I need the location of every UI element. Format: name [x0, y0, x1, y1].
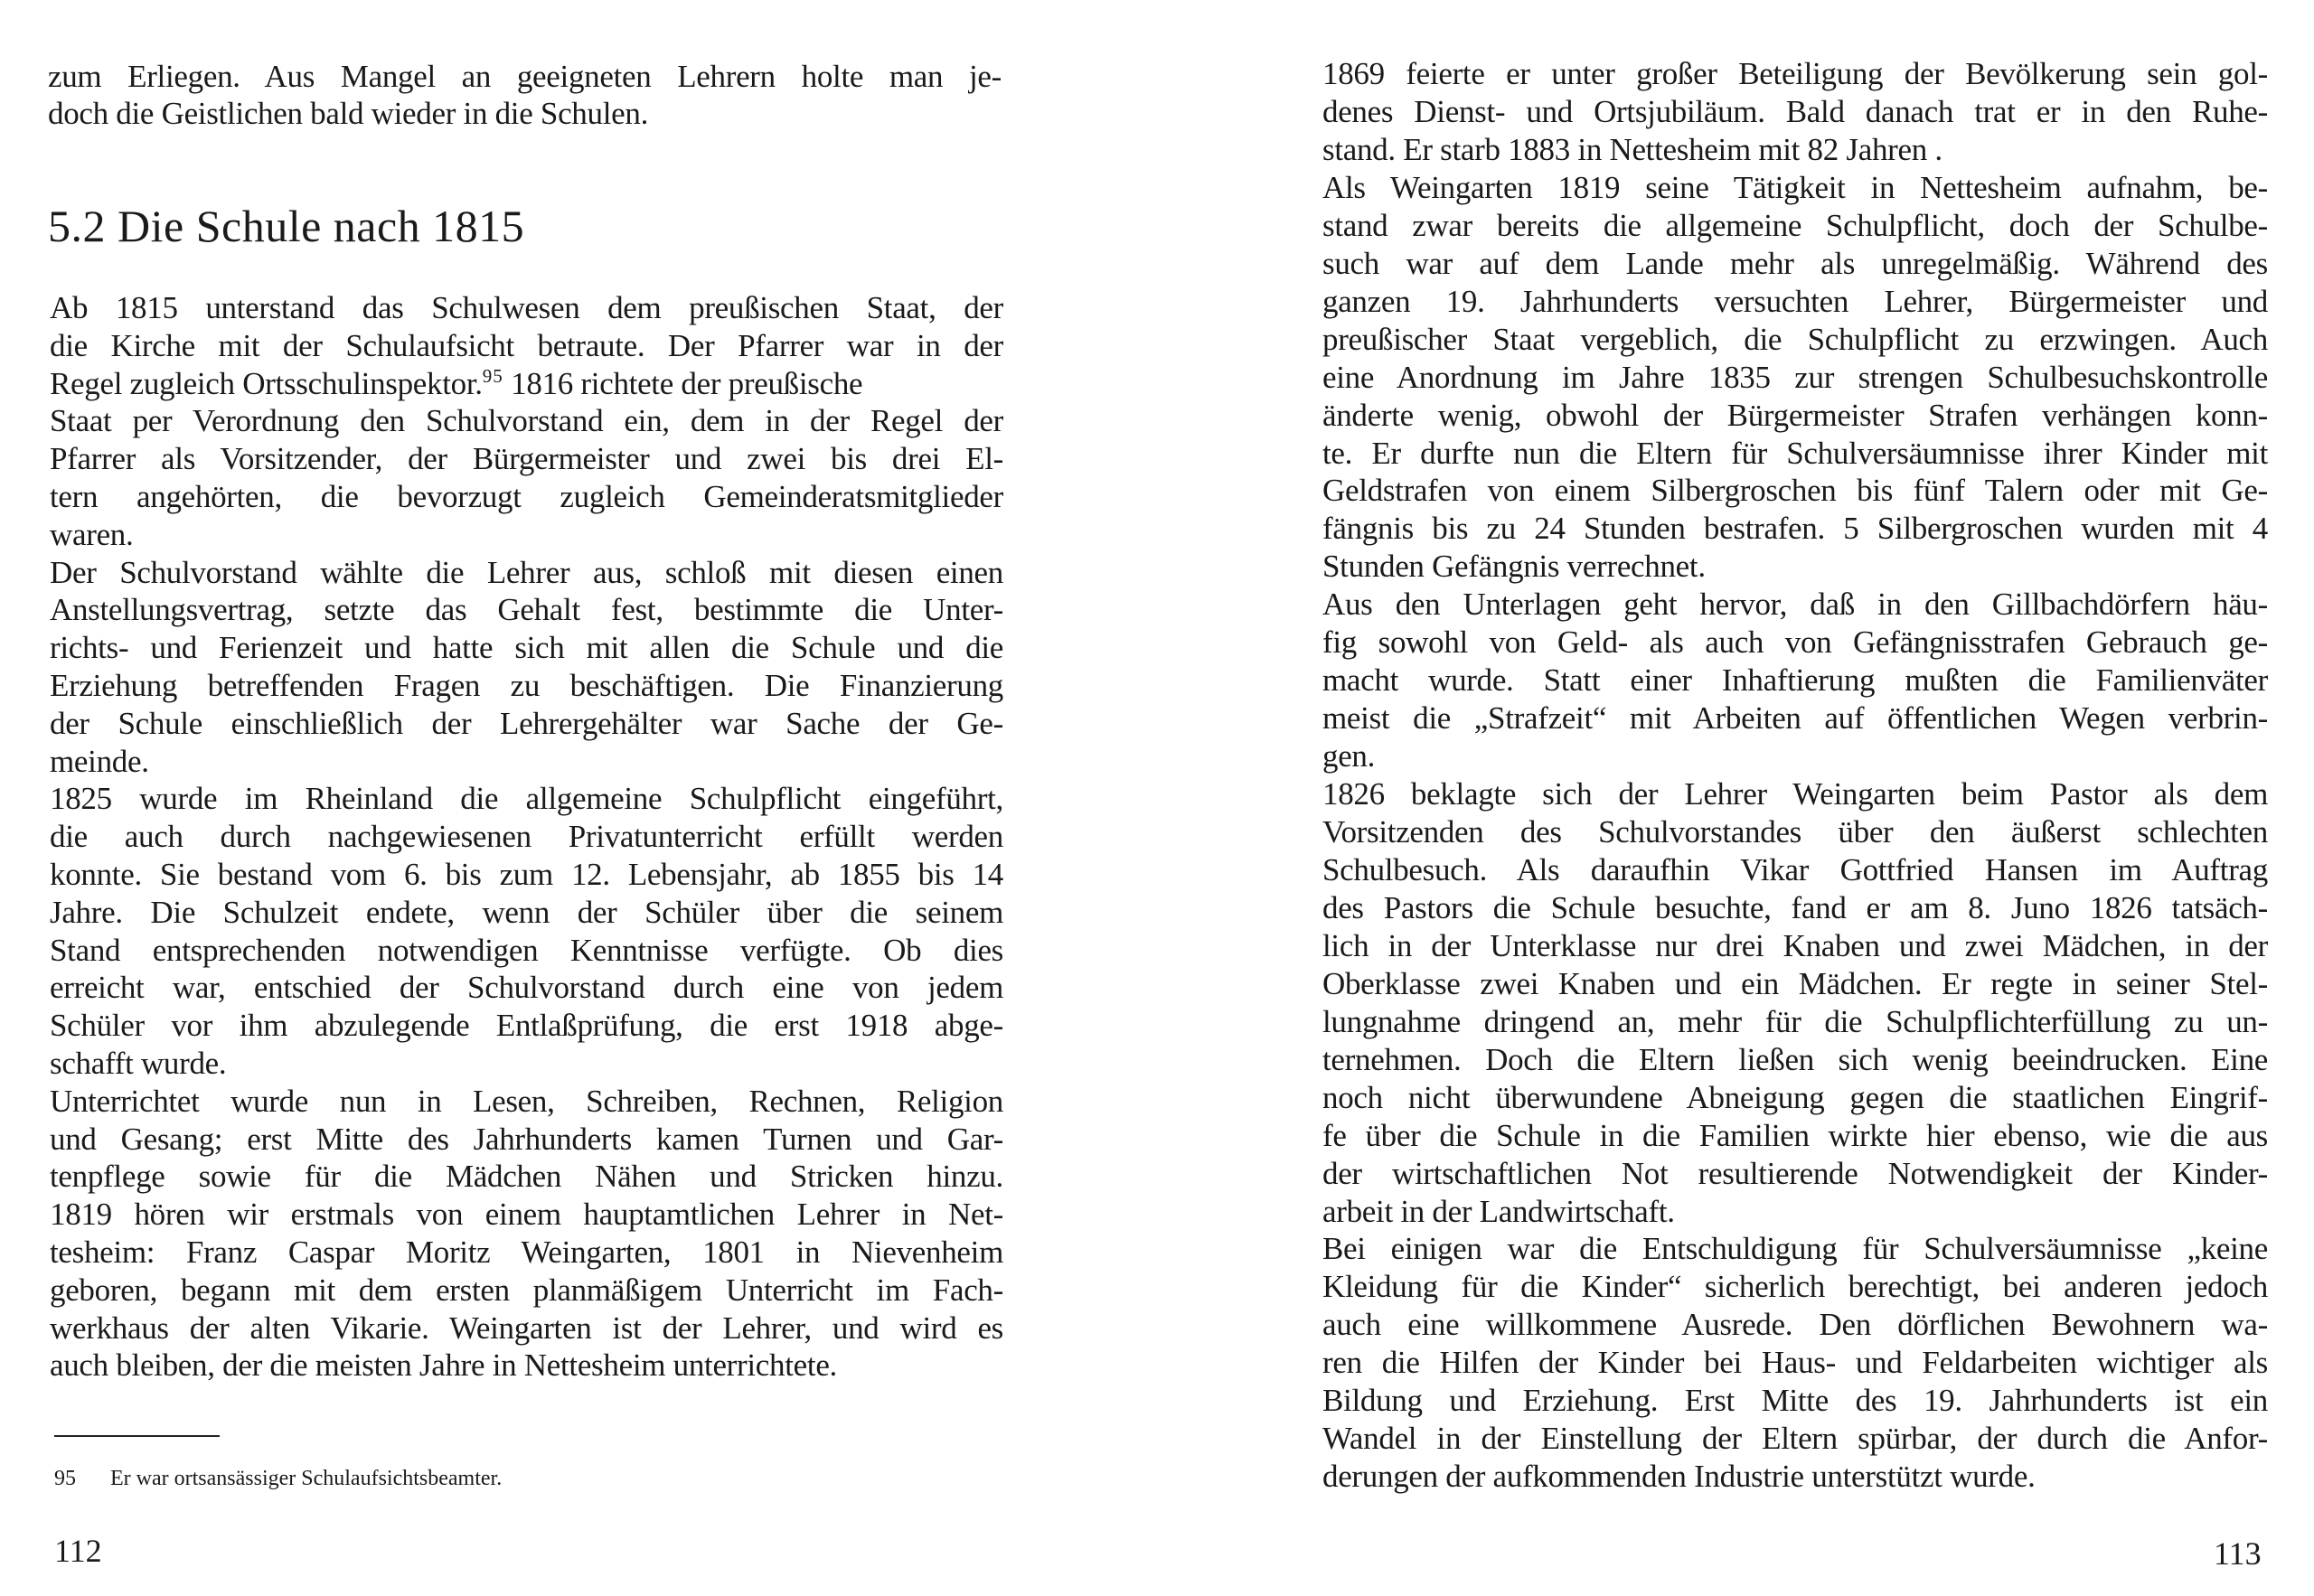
text-line: geboren, begann mit dem ersten planmäßigem Unterricht im Fach-: [50, 1272, 1003, 1308]
footnote-text: Er war ortsansässiger Schulaufsichtsbeamter.: [110, 1467, 503, 1490]
text-line: die auch durch nachgewiesenen Privatunterricht erfüllt werden: [50, 819, 1003, 855]
text-line: Pfarrer als Vorsitzender, der Bürgermeister und zwei bis drei El-: [50, 441, 1003, 477]
text-line: doch die Geistlichen bald wieder in die Schulen.: [48, 96, 649, 131]
text-line: ganzen 19. Jahrhunderts versuchten Lehrer, Bürgermeister und: [1322, 283, 2268, 319]
text-line: Staat per Verordnung den Schulvorstand ein, dem in der Regel der: [50, 403, 1003, 439]
text-line: te. Er durfte nun die Eltern für Schulversäumnisse ihrer Kinder mit: [1322, 435, 2268, 471]
footnote: [54, 1465, 502, 1492]
text-line: Jahre. Die Schulzeit endete, wenn der Schüler über die seinem: [50, 894, 1003, 930]
text-line: fig sowohl von Geld- als auch von Gefängnisstrafen Gebrauch ge-: [1322, 624, 2268, 661]
text-line: ren die Hilfen der Kinder bei Haus- und Feldarbeiten wichtiger als: [1322, 1345, 2268, 1381]
text-line: Unterrichtet wurde nun in Lesen, Schreiben, Rechnen, Religion: [50, 1083, 1003, 1119]
text-line: änderte wenig, obwohl der Bürgermeister Strafen verhängen konn-: [1322, 397, 2268, 433]
text-line: denes Dienst- und Ortsjubiläum. Bald danach trat er in den Ruhe-: [1322, 93, 2268, 129]
text-line: erreicht war, entschied der Schulvorstand durch eine von jedem: [50, 970, 1003, 1006]
text-line: Ab 1815 unterstand das Schulwesen dem preußischen Staat, der: [50, 290, 1003, 325]
text-line: auch eine willkommene Ausrede. Den dörflichen Bewohnern wa-: [1322, 1307, 2268, 1343]
text-line: tenpflege sowie für die Mädchen Nähen und Stricken hinzu.: [50, 1159, 1003, 1195]
text-line: Bildung und Erziehung. Erst Mitte des 19. Jahrhunderts ist ein: [1322, 1383, 2268, 1419]
right-page: [1247, 0, 2314, 1596]
footnote-divider: [54, 1435, 220, 1437]
text-line: Der Schulvorstand wählte die Lehrer aus, schloß mit diesen einen: [50, 554, 1003, 590]
text-line: Vorsitzenden des Schulvorstandes über den äußerst schlechten: [1322, 814, 2268, 850]
text-segment: Regel zugleich Ortsschulinspektor.: [50, 365, 483, 401]
text-line: gen.: [1322, 738, 1376, 775]
text-line: [50, 365, 1003, 403]
text-line: Als Weingarten 1819 seine Tätigkeit in Nettesheim aufnahm, be-: [1322, 169, 2268, 205]
footnote-reference[interactable]: 95: [482, 364, 503, 387]
text-line: ternehmen. Doch die Eltern ließen sich wenig beeindrucken. Eine: [1322, 1041, 2268, 1077]
text-line: Oberklasse zwei Knaben und ein Mädchen. Er regte in seiner Stel-: [1322, 965, 2268, 1001]
text-line: schafft wurde.: [50, 1046, 227, 1081]
text-line: zum Erliegen. Aus Mangel an geeigneten Lehrern holte man je-: [48, 59, 1002, 94]
text-line: Bei einigen war die Entschuldigung für Schulversäumnisse „keine: [1322, 1231, 2268, 1267]
text-segment: 1816 richtete der preußische: [503, 365, 863, 401]
text-line: lungnahme dringend an, mehr für die Schulpflichterfüllung zu un-: [1322, 1003, 2268, 1039]
text-line: die Kirche mit der Schulaufsicht betraute. Der Pfarrer war in der: [50, 327, 1003, 363]
text-line: werkhaus der alten Vikarie. Weingarten ist der Lehrer, und wird es: [50, 1310, 1003, 1346]
text-line: tesheim: Franz Caspar Moritz Weingarten, 1801 in Nievenheim: [50, 1235, 1003, 1270]
page-number-left: 112: [54, 1533, 102, 1569]
text-line: des Pastors die Schule besuchte, fand er am 8. Juno 1826 tatsäch-: [1322, 889, 2268, 925]
text-line: auch bleiben, der die meisten Jahre in Nettesheim unterrichtete.: [50, 1347, 838, 1384]
text-line: und Gesang; erst Mitte des Jahrhunderts kamen Turnen und Gar-: [50, 1121, 1003, 1157]
text-line: stand zwar bereits die allgemeine Schulpflicht, doch der Schulbe-: [1322, 207, 2268, 243]
text-line: such war auf dem Lande mehr als unregelmäßig. Während des: [1322, 245, 2268, 281]
text-line: konnte. Sie bestand vom 6. bis zum 12. Lebensjahr, ab 1855 bis 14: [50, 857, 1003, 892]
text-line: 1819 hören wir erstmals von einem hauptamtlichen Lehrer in Net-: [50, 1197, 1003, 1233]
text-line: 1826 beklagte sich der Lehrer Weingarten beim Pastor als dem: [1322, 776, 2268, 812]
text-line: Kleidung für die Kinder“ sicherlich berechtigt, bei anderen jedoch: [1322, 1269, 2268, 1305]
text-line: Geldstrafen von einem Silbergroschen bis fünf Talern oder mit Ge-: [1322, 473, 2268, 509]
text-line: preußischer Staat vergeblich, die Schulpflicht zu erzwingen. Auch: [1322, 321, 2268, 357]
text-line: macht wurde. Statt einer Inhaftierung mußten die Familienväter: [1322, 662, 2268, 699]
text-line: richts- und Ferienzeit und hatte sich mit allen die Schule und die: [50, 630, 1003, 666]
text-line: noch nicht überwundene Abneigung gegen die staatlichen Eingrif-: [1322, 1079, 2268, 1115]
left-page: [0, 0, 1067, 1596]
text-line: Erziehung betreffenden Fragen zu beschäftigen. Die Finanzierung: [50, 668, 1003, 703]
section-heading: 5.2 Die Schule nach 1815: [48, 201, 525, 251]
text-line: fängnis bis zu 24 Stunden bestrafen. 5 Silbergroschen wurden mit 4: [1322, 511, 2268, 547]
text-line: fe über die Schule in die Familien wirkte hier ebenso, wie die aus: [1322, 1117, 2268, 1153]
text-line: meist die „Strafzeit“ mit Arbeiten auf öffentlichen Wegen verbrin-: [1322, 700, 2268, 737]
text-line: arbeit in der Landwirtschaft.: [1322, 1193, 1675, 1229]
text-line: lich in der Unterklasse nur drei Knaben und zwei Mädchen, in der: [1322, 927, 2268, 963]
text-line: derungen der aufkommenden Industrie unterstützt wurde.: [1322, 1459, 2036, 1495]
text-line: Schulbesuch. Als daraufhin Vikar Gottfried Hansen im Auftrag: [1322, 851, 2268, 887]
text-line: 1869 feierte er unter großer Beteiligung der Bevölkerung sein gol-: [1322, 56, 2268, 91]
text-line: Stand entsprechenden notwendigen Kenntnisse verfügte. Ob dies: [50, 932, 1003, 968]
text-line: waren.: [50, 516, 134, 552]
text-line: meinde.: [50, 743, 149, 779]
text-line: der wirtschaftlichen Not resultierende Notwendigkeit der Kinder-: [1322, 1155, 2268, 1191]
text-line: der Schule einschließlich der Lehrergehälter war Sache der Ge-: [50, 705, 1003, 741]
text-line: Schüler vor ihm abzulegende Entlaßprüfung, die erst 1918 abge-: [50, 1008, 1003, 1044]
page-number-right: 113: [2214, 1535, 2262, 1572]
text-line: 1825 wurde im Rheinland die allgemeine Schulpflicht eingeführt,: [50, 781, 1003, 817]
text-line: tern angehörten, die bevorzugt zugleich Gemeinderatsmitglieder: [50, 479, 1003, 514]
text-line: Stunden Gefängnis verrechnet.: [1322, 549, 1706, 585]
footnote-number: 95: [54, 1467, 76, 1490]
text-line: Wandel in der Einstellung der Eltern spürbar, der durch die Anfor-: [1322, 1421, 2268, 1457]
text-line: stand. Er starb 1883 in Nettesheim mit 82 Jahren .: [1322, 131, 1942, 167]
text-line: eine Anordnung im Jahre 1835 zur strengen Schulbesuchskontrolle: [1322, 359, 2268, 395]
text-line: Aus den Unterlagen geht hervor, daß in den Gillbachdörfern häu-: [1322, 587, 2268, 623]
text-line: Anstellungsvertrag, setzte das Gehalt fest, bestimmte die Unter-: [50, 592, 1003, 628]
